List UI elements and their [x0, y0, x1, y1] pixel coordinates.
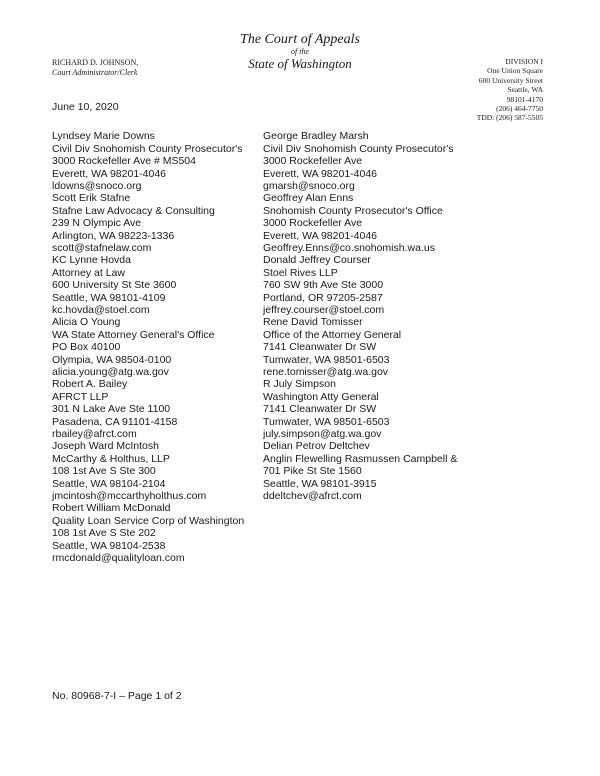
- division-line: (206) 464-7750: [496, 104, 543, 114]
- recipient-organization: Anglin Flewelling Rasmussen Campbell &: [263, 452, 458, 465]
- recipient-address-block: [263, 192, 473, 254]
- recipient-name: Geoffrey Alan Enns: [263, 192, 354, 204]
- recipient-organization: McCarthy & Holthus, LLP: [52, 452, 170, 465]
- recipient-name: George Bradley Marsh: [263, 130, 369, 142]
- recipient-city: Portland, OR 97205-2587: [263, 291, 383, 304]
- recipient-organization: Stafne Law Advocacy & Consulting: [52, 204, 215, 217]
- recipient-email: july.simpson@atg.wa.gov: [263, 428, 382, 440]
- recipient-organization: AFRCT LLP: [52, 390, 109, 403]
- recipient-street: 760 SW 9th Ave Ste 3000: [263, 279, 384, 292]
- recipients-left-column: [52, 130, 262, 564]
- recipient-name: Robert A. Bailey: [52, 378, 128, 390]
- recipient-email: rbailey@afrct.com: [52, 428, 137, 440]
- recipient-city: Everett, WA 98201-4046: [263, 167, 378, 180]
- recipient-address-block: [52, 192, 262, 254]
- recipient-organization: Civil Div Snohomish County Prosecutor's: [52, 142, 243, 155]
- recipient-address-block: [52, 130, 262, 192]
- recipient-address-block: [263, 440, 473, 502]
- court-state: State of Washington: [248, 56, 352, 71]
- recipient-street: 701 Pike St Ste 1560: [263, 465, 362, 478]
- recipient-email: kc.hovda@stoel.com: [52, 304, 150, 316]
- recipient-email: jeffrey.courser@stoel.com: [263, 304, 385, 316]
- recipient-street: 108 1st Ave S Ste 300: [52, 465, 156, 478]
- division-line: 600 University Street: [478, 75, 543, 85]
- recipient-address-block: [263, 316, 473, 378]
- recipient-address-block: [52, 316, 262, 378]
- letter-date: June 10, 2020: [52, 101, 119, 113]
- recipient-email: alicia.young@atg.wa.gov: [52, 366, 169, 378]
- recipient-street: 7141 Cleanwater Dr SW: [263, 403, 377, 416]
- recipient-organization: Washington Atty General: [263, 390, 379, 403]
- division-line: 98101-4170: [506, 94, 543, 104]
- recipient-address-block: [52, 440, 262, 502]
- division-address-block: [477, 57, 543, 123]
- recipients-right-column: [263, 130, 473, 502]
- recipient-name: Robert William McDonald: [52, 502, 171, 514]
- court-of: of the: [291, 47, 309, 56]
- recipient-organization: Snohomish County Prosecutor's Office: [263, 204, 443, 217]
- page-footer: No. 80968-7-I – Page 1 of 2: [52, 690, 182, 702]
- clerk-role: Court Administrator/Clerk: [52, 68, 138, 77]
- recipient-name: Scott Erik Stafne: [52, 192, 131, 204]
- recipient-email: jmcintosh@mccarthyholthus.com: [52, 490, 207, 502]
- recipient-street: 108 1st Ave S Ste 202: [52, 527, 156, 540]
- division-line: DIVISION I: [505, 57, 543, 66]
- recipient-street: 239 N Olympic Ave: [52, 217, 142, 230]
- recipient-email: rene.tomisser@atg.wa.gov: [263, 366, 389, 378]
- recipient-address-block: [52, 378, 262, 440]
- recipient-name: R July Simpson: [263, 378, 336, 390]
- clerk-block: [52, 58, 138, 78]
- recipient-street: 301 N Lake Ave Ste 1100: [52, 403, 171, 416]
- recipient-name: Alicia O Young: [52, 316, 121, 328]
- recipient-name: Lyndsey Marie Downs: [52, 130, 155, 142]
- recipient-city: Tumwater, WA 98501-6503: [263, 415, 390, 428]
- recipient-organization: Quality Loan Service Corp of Washington: [52, 514, 245, 527]
- recipient-address-block: [263, 254, 473, 316]
- recipient-organization: Attorney at Law: [52, 266, 125, 279]
- recipient-city: Seattle, WA 98104-2538: [52, 539, 166, 552]
- court-title: The Court of Appeals: [240, 32, 360, 47]
- recipient-city: Pasadena, CA 91101-4158: [52, 415, 178, 428]
- recipient-address-block: [263, 378, 473, 440]
- recipient-name: KC Lynne Hovda: [52, 254, 131, 266]
- recipient-street: 7141 Cleanwater Dr SW: [263, 341, 377, 354]
- recipient-street: 600 University St Ste 3600: [52, 279, 177, 292]
- recipient-email: Geoffrey.Enns@co.snohomish.wa.us: [263, 242, 435, 254]
- recipient-organization: Office of the Attorney General: [263, 328, 402, 341]
- recipient-email: ldowns@snoco.org: [52, 180, 142, 192]
- recipient-city: Tumwater, WA 98501-6503: [263, 353, 390, 366]
- division-line: TDD: (206) 587-5505: [476, 113, 543, 123]
- recipient-email: rmcdonald@qualityloan.com: [52, 552, 185, 564]
- recipient-street: PO Box 40100: [52, 341, 121, 354]
- recipient-city: Everett, WA 98201-4046: [263, 229, 378, 242]
- recipient-address-block: [263, 130, 473, 192]
- recipient-street: 3000 Rockefeller Ave: [263, 155, 363, 168]
- recipient-address-block: [52, 254, 262, 316]
- recipient-street: 3000 Rockefeller Ave # MS504: [52, 155, 196, 168]
- recipient-city: Seattle, WA 98104-2104: [52, 477, 166, 490]
- recipient-city: Seattle, WA 98101-4109: [52, 291, 166, 304]
- recipient-name: Rene David Tomisser: [263, 316, 363, 328]
- recipient-city: Arlington, WA 98223-1336: [52, 229, 175, 242]
- recipient-organization: WA State Attorney General's Office: [52, 328, 215, 341]
- recipient-email: scott@stafnelaw.com: [52, 242, 152, 254]
- clerk-name: RICHARD D. JOHNSON,: [52, 58, 139, 67]
- recipient-organization: Stoel Rives LLP: [263, 266, 338, 279]
- recipient-organization: Civil Div Snohomish County Prosecutor's: [263, 142, 454, 155]
- recipient-city: Seattle, WA 98101-3915: [263, 477, 377, 490]
- recipient-name: Donald Jeffrey Courser: [263, 254, 371, 266]
- recipient-name: Delian Petrov Deltchev: [263, 440, 370, 452]
- recipient-city: Everett, WA 98201-4046: [52, 167, 167, 180]
- division-line: One Union Square: [487, 66, 543, 76]
- recipient-email: gmarsh@snoco.org: [263, 180, 355, 192]
- recipient-email: ddeltchev@afrct.com: [263, 490, 362, 502]
- recipient-street: 3000 Rockefeller Ave: [263, 217, 363, 230]
- division-line: Seattle, WA: [507, 85, 543, 95]
- recipient-name: Joseph Ward McIntosh: [52, 440, 159, 452]
- recipient-address-block: [52, 502, 262, 564]
- recipient-city: Olympia, WA 98504-0100: [52, 353, 172, 366]
